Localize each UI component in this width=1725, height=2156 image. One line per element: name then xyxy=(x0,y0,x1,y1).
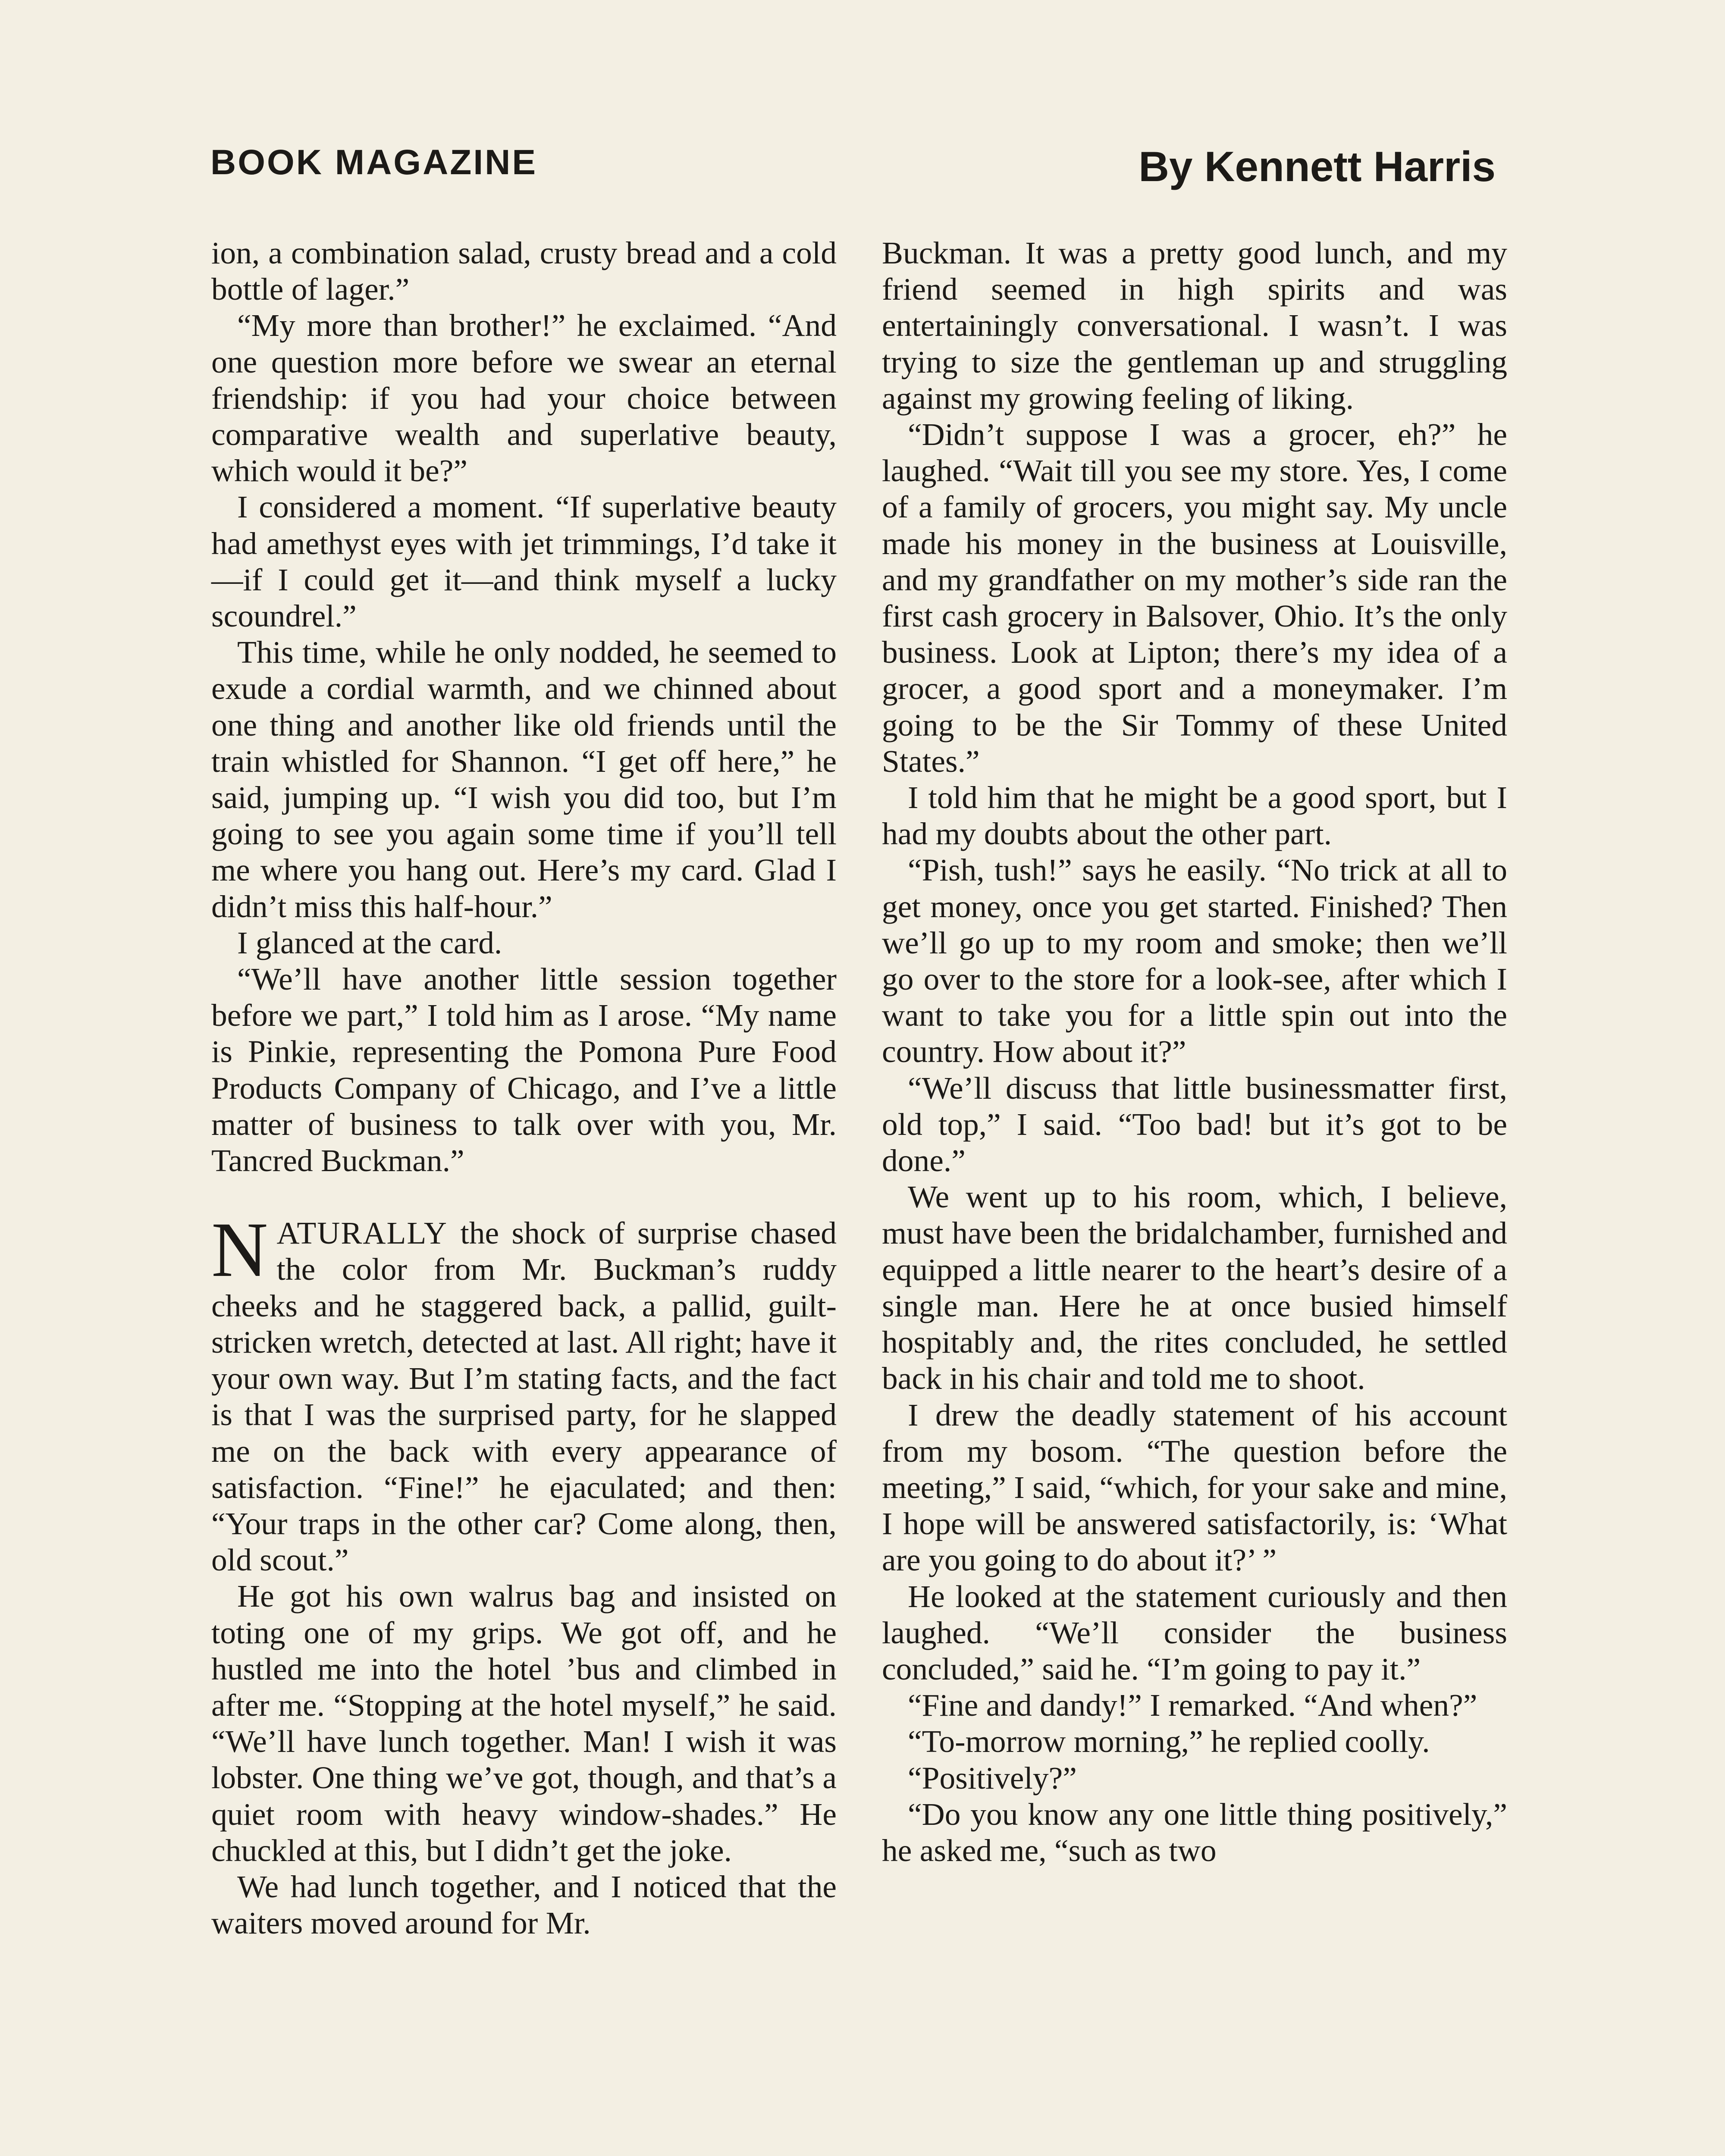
paragraph: He looked at the statement curiously and then laughed. “We’ll consider the business concluded,” said he. “I’m going to pay it.” xyxy=(882,1579,1507,1686)
section-paragraph xyxy=(211,1206,837,1578)
paragraph: I told him that he might be a good sport, but I had my doubts about the other part. xyxy=(882,780,1507,852)
paragraph: “We’ll have another little session together before we part,” I told him as I arose. “My name is Pinkie, representing the Pomona Pure Food Products Company of Chicago, and I’ve a little matter of business to talk over with you, Mr. Tancred Buckman.” xyxy=(211,962,837,1178)
small-caps-lead: ATURALLY xyxy=(276,1216,448,1251)
paragraph: “Do you know any one little thing positively,” he asked me, “such as two xyxy=(882,1796,1507,1868)
paragraph-text: the shock of surprise chased the color from Mr. Buckman’s ruddy cheeks and he staggered back, a pallid, guilt-stricken wretch, detected at last. All right; have it your own way. But I’m stating facts, and the fact is that I was the surprised party, for he slapped me on the back with every appearance of satisfaction. “Fine!” he ejaculated; and then: “Your traps in the other car? Come along, then, old scout.” xyxy=(211,1216,837,1578)
paragraph: This time, while he only nodded, he seemed to exude a cordial warmth, and we chinned about one thing and another like old friends until the train whistled for Shannon. “I get off here,” he said, jumping up. “I wish you did too, but I’m going to see you again some time if you’ll tell me where you hang out. Here’s my card. Glad I didn’t miss this half-hour.” xyxy=(211,635,837,924)
paragraph: “My more than brother!” he exclaimed. “And one question more before we swear an eternal friendship: if you had your choice between comparative wealth and superlative beauty, which would it be?” xyxy=(211,308,837,489)
paragraph: He got his own walrus bag and insisted on toting one of my grips. We got off, and he hustled me into the hotel ’bus and climbed in after me. “Stopping at the hotel myself,” he said. “We’ll have lunch together. Man! I wish it was lobster. One thing we’ve got, though, and that’s a quiet room with heavy window-shades.” He chuckled at this, but I didn’t get the joke. xyxy=(211,1579,837,1868)
running-head-magazine-title: BOOK MAGAZINE xyxy=(210,143,538,182)
paragraph: We had lunch together, and I noticed that the waiters moved around for Mr. xyxy=(211,1869,837,1941)
paragraph: “To-morrow morning,” he replied coolly. xyxy=(908,1724,1430,1759)
paragraph: “Fine and dandy!” I remarked. “And when?” xyxy=(908,1688,1477,1723)
running-head-author: By Kennett Harris xyxy=(1138,143,1496,190)
drop-cap: N xyxy=(211,1206,268,1294)
paragraph: “We’ll discuss that little businessmatter first, old top,” I said. “Too bad! but it’s got to be done.” xyxy=(882,1070,1507,1178)
paragraph: “Didn’t suppose I was a grocer, eh?” he laughed. “Wait till you see my store. Yes, I come of a family of grocers, you might say. My uncle made his money in the business at Louisville, and my grandfather on my mother’s side ran the first cash grocery in Balsover, Ohio. It’s the only business. Look at Lipton; there’s my idea of a grocer, a good sport and a moneymaker. I’m going to be the Sir Tommy of these United States.” xyxy=(882,417,1507,779)
paragraph: ion, a combination salad, crusty bread and a cold bottle of lager.” xyxy=(211,235,837,307)
text-column-left xyxy=(211,235,837,1941)
paragraph: I considered a moment. “If superlative beauty had amethyst eyes with jet trimmings, I’d take it—if I could get it—and think myself a lucky scoundrel.” xyxy=(211,489,837,634)
text-column-right xyxy=(882,235,1507,1869)
paragraph: “Positively?” xyxy=(908,1760,1077,1796)
paragraph: “Pish, tush!” says he easily. “No trick at all to get money, once you get started. Finished? Then we’ll go up to my room and smoke; then we’ll go over to the store for a look-see, after which I want to take you for a little spin out into the country. How about it?” xyxy=(882,852,1507,1069)
paragraph: We went up to his room, which, I believe, must have been the bridalchamber, furnished and equipped a little nearer to the heart’s desire of a single man. Here he at once busied himself hospitably and, the rites concluded, he settled back in his chair and told me to shoot. xyxy=(882,1179,1507,1396)
paragraph: I drew the deadly statement of his account from my bosom. “The question before the meeting,” I said, “which, for your sake and mine, I hope will be answered satisfactorily, is: ‘What are you going to do about it?’ ” xyxy=(882,1397,1507,1578)
paragraph: Buckman. It was a pretty good lunch, and my friend seemed in high spirits and was entertainingly conversational. I wasn’t. I was trying to size the gentleman up and struggling against my growing feeling of liking. xyxy=(882,235,1507,416)
paragraph: I glanced at the card. xyxy=(237,925,502,960)
